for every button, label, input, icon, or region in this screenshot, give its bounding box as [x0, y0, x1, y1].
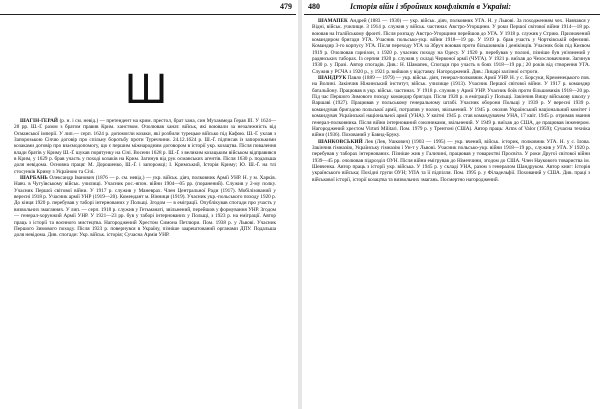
section-letter: Ш	[124, 67, 168, 113]
entry-text: Андрей (1883 — 1930) — укр. військ. діяч, полковник УГА. Н. у Львові. За походженням чех. Навчався у Відні, військ. училище. З 1914 р. служив у військ. частинах Австро-Угорщини. У роки Першої світової війни 1914—18 рр. воював на Італійському фронті. Після розпаду Австро-Угорщини перейшов до УГА. У 1918 р. служив у Стрию. Призначений командиром бригади УГА. Учасник польсько-укр. війни 1918—19 рр. У 1919 р. брав участь у Чортківській офензиві. Командир 3-го корпусу УГА. Після переходу УГА за Збруч воював проти більшовиків і денікінців. Учасник боїв під Києвом 1919 р. Очолював гарнізон, з 1920 р. учасник походу на Одесу. У 1920 р. перебував у полоні, пізніше був ув'язнений у радянських таборах. Із серпня 1920 р. служив у складі Червоної армії (ЧУГА). У 1921 р. виїхав до Чехословаччини. Загинув 1930 р. у Празі. Автор спогадів. Див.: Н. Шамапек, Спогади про участь в боях 1918—19 рр.; 20 років від створення УГА. Служив у РСЧА з 1920 р., у 1921 р. вийшов у відставку. Нагороджений. Див.: Лицарі залізної остроги.	[312, 18, 590, 75]
entry-text: Лев (Лев, Ушкович) (1903 — 1995) — укр. вчений, військ. історик, полковник УГА. Н. у с. Ілова. Закінчив гімназію, Українську гімназію і Ун-т у Львові. Учасник польсько-укр. війни 1918—19 рр., служив у УГА. У 1920 р. перебував у таборах інтернованих. Пізніше жив у Галичині, працював у товаристві Просвіта. У роки Другої світової війни 1939—45 рр. очолював підрозділ ОУН. Після війни емігрував до Німеччини, згодом до США. Член Наукового товариства ім. Шевченка. Автор праць з історії укр. війська. У 1945 р. у складі УНА, разом з генералом Шандруком. Автор книг: Історія українського війська; Похідні групи ОУН; УПА та її підпілля. Пом. 1995 р. у Філадельфії. Похований у США. Див. праці з військової історії, історії козацтва та визвольних змагань. Посмертно нагороджений.	[312, 138, 591, 183]
right-page-header	[304, 0, 600, 15]
entry-text: Олександр Іванович (1876 — р. см. невід.) — укр. військ. діяч, полковник Армії УНР. Н. у м. Харків. Навч. в Чугуївському військ. училищі. Учасник рос.-япон. війни 1904—05 рр. (поранений). Служив у 2-му полку. Учасник Першої світової війни. У 1917 р. служив у Маневрах. Член Центральної Ради (1917). Мобілізований у вересні 1918 р. Учасник армії УНР (1919—20). Комендант м. Вінниця (1919). Учасник укр.-польського походу 1920 р. До кінця 1920 р. перебував у таборі інтернованих у Польщі. Згодом — в еміграції. Опублікував спогади про участь у визвольних змаганнях. У лип. — серп. 1918 р. служив у Гетьманаті, звільнений, перейшов у формування УНР. Згодом — генерал-хорунжий Армії УНР. У 1921—23 рр. був у таборі інтернованих у Польщі, з 1923 р. на еміграції. Автор праць з історії та воєнного мистецтва. Нагороджений Хрестом Симона Петлюри. Пом. 1938 р. у Львові. Учасник Першого Зимового походу. Після 1923 р. повернувся в Україну, пізніше заарештований органами ДПУ. Подальша доля невідома. Див. спогади: Укр. військ. історія; Сучасна Армія УНР.	[14, 175, 276, 239]
entry-headword: ШАНДРУК	[318, 75, 347, 82]
left-page-column	[14, 18, 276, 239]
dictionary-entry	[312, 139, 590, 183]
entry-text: Павло (1889 — 1979) — укр. військ. діяч, генерал-полковник Армії УНР. Н. у с. Борсуки, Кременецького пов. на Волині. Закінчив Ніжинський інститут, військ. училище (1913). Учасник Першої світової війни. У 1917 р. командир батальйону. Працював в укр. військ. частинах. У 1918 р. служив у Армії УНР. Учасник боїв проти більшовиків 1918—20 рр. Під час Першого Зимового походу командир бригади. Після 1920 р. в еміграції у Польщі. Закінчив Вищу військову школу у Варшаві (1927). Працював у польському генеральному штабі. Учасник оборони Польщі у 1939 р. У вересні 1939 р. командував бригадою польської армії, потрапив у полон, звільнений. У 1945 р. очолив Український національний комітет і командувач Української національної армії (УНА). У квітні 1945 р. став командувачем УНА, 17 квіт. 1945 р. отримав звання генерал-полковника. Після війни інтернований союзниками, звільнений. У 1949 р. виїхав до США, де працював інженером. Нагороджений хрестом Virtuti Militari. Пом. 1979 р. у Трентоні (США). Автор праць: Arms of Valor (1959); Сучасна техніка війни (1936). Похований у Бавнд-Бруку.	[312, 75, 591, 139]
right-page-column	[312, 18, 590, 183]
entry-text: (р. н. і см. невід.) — претендент на крим. престол, брат хана, син Мухаммеда Ґерая III. У 1624—28 рр. Ш.-Ґ. разом з братом правив Крим. ханством. Очолював ханат. військ, які воювали за незалежність від Османської імперії. У лип.— серп. 1624 р. допомогли козаки, які розбили турецьке військо під Кафою. Ш.-Ґ. уклав з Запорозькою Січчю договір про спільну боротьбу проти Туреччини. 24.12.1624 р. Ш.-Ґ. підписав із запорозькими козаками договір про взаємодопомогу, що є першим міжнародним договором в історії укр. козацтва. Після повалення влади братів у Криму Ш.-Ґ. шукав порятунку на Січі. Восени 1628 р. Ш.-Ґ. з великим козацьким військом відправився в Крим, у 1629 р. брав участь у поході козаків на Крим. Загинув від рук османських агентів. Після 1630 р. подальша доля невідома. Основна праця: М. Дорошенко, Ш.-Ґ. і запорожці; І. Кримський, Історія Криму; Ю. Ш.-Ґ. на тлі стосунків Криму з Україною та Січі.	[14, 118, 277, 175]
left-page-header	[0, 0, 296, 15]
entry-headword: ШАГІН-ҐЕРАЙ	[20, 118, 59, 124]
dictionary-entry	[312, 18, 590, 75]
entry-headword: ШАНКОВСЬКИЙ	[318, 138, 363, 145]
left-page-number: 479	[280, 2, 292, 11]
book-gutter	[298, 0, 302, 409]
section-letter-block	[14, 18, 276, 118]
entry-headword: ШАМАПЕК	[318, 18, 348, 24]
dictionary-entry	[14, 175, 276, 238]
left-page	[0, 0, 296, 409]
dictionary-entry	[14, 118, 276, 175]
right-page	[304, 0, 600, 409]
dictionary-entry	[312, 75, 590, 138]
entry-headword: ШАРБАНЬ	[20, 175, 48, 182]
running-title: Історія війн і збройних конфліктів в Україні:	[350, 2, 512, 11]
right-page-number: 480	[308, 2, 320, 11]
